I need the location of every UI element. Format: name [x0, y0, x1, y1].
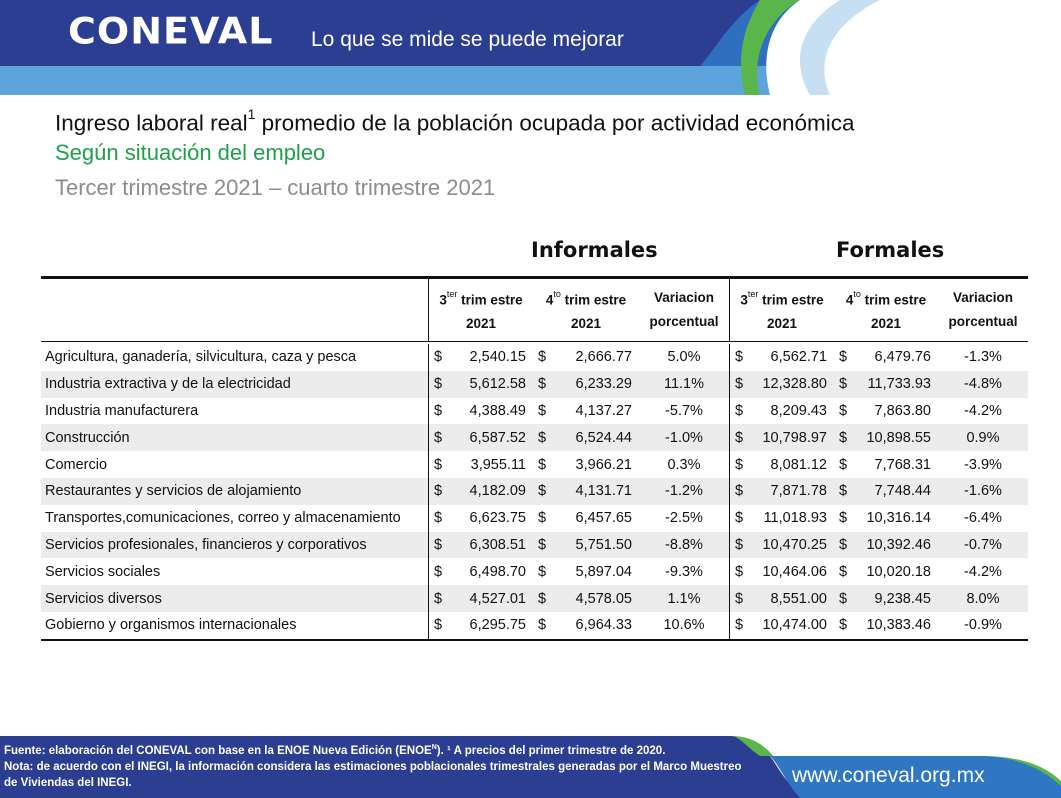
page-subtitle: Según situación del empleo	[55, 140, 326, 165]
value-q4-informal: $ 6,964.33	[538, 617, 632, 634]
activity-name: Transportes,comunicaciones, correo y almacenamiento	[41, 505, 429, 532]
value-q3-informal: $ 3,955.11	[434, 456, 526, 473]
group-label-informales: Informales	[531, 238, 658, 262]
value-q3-formal: $ 12,328.80	[735, 376, 827, 393]
variation-informal: -1.0%	[639, 424, 730, 451]
value-q4-formal: $ 10,898.55	[839, 429, 931, 446]
variation-informal: 0.3%	[639, 451, 730, 478]
value-q3-informal: $ 4,527.01	[434, 590, 526, 607]
value-q4-informal: $ 6,233.29	[538, 376, 632, 393]
value-q4-informal: $ 4,131.71	[538, 483, 632, 500]
value-q3-informal: $ 4,388.49	[434, 402, 526, 419]
value-q4-formal: $ 7,863.80	[839, 402, 931, 419]
value-q3-informal: $ 4,182.09	[434, 483, 526, 500]
tagline: Lo que se mide se puede mejorar	[311, 28, 624, 51]
table-header	[41, 279, 1028, 342]
table-row	[41, 612, 1028, 639]
value-q3-formal: $ 8,081.12	[735, 456, 827, 473]
website-link[interactable]: www.coneval.org.mx	[792, 764, 985, 787]
variation-informal: 11.1%	[639, 371, 730, 398]
value-q3-formal: $ 8,209.43	[735, 402, 827, 419]
activity-name: Gobierno y organismos internacionales	[41, 612, 429, 639]
value-q3-formal: $ 10,470.25	[735, 536, 827, 553]
activity-name: Restaurantes y servicios de alojamiento	[41, 478, 429, 505]
activity-name: Industria manufacturera	[41, 398, 429, 425]
page-title	[55, 106, 855, 137]
value-q3-formal: $ 11,018.93	[735, 510, 827, 527]
value-q3-informal: $ 6,623.75	[434, 510, 526, 527]
value-q3-formal: $ 10,464.06	[735, 563, 827, 580]
variation-informal: -2.5%	[639, 505, 730, 532]
variation-informal: -1.2%	[639, 478, 730, 505]
group-label-formales: Formales	[836, 238, 945, 262]
value-q3-formal: $ 6,562.71	[735, 349, 827, 366]
variation-formal: 0.9%	[966, 429, 1000, 446]
value-q3-formal: $ 10,474.00	[735, 617, 827, 634]
activity-name: Comercio	[41, 451, 429, 478]
activity-name: Servicios diversos	[41, 585, 429, 612]
header-q3-informal: $3^{ter}$ trim estre 2021	[439, 288, 523, 332]
income-table	[41, 276, 1028, 641]
variation-formal: -4.8%	[964, 376, 1002, 393]
value-q4-formal: $ 7,748.44	[839, 483, 931, 500]
header-banner	[0, 0, 1061, 95]
value-q3-informal: $ 6,308.51	[434, 536, 526, 553]
value-q3-informal: $ 5,612.58	[434, 376, 526, 393]
variation-informal: 1.1%	[639, 585, 730, 612]
table-row	[41, 478, 1028, 505]
activity-name: Industria extractiva y de la electricidad	[41, 371, 429, 398]
value-q4-informal: $ 6,524.44	[538, 429, 632, 446]
value-q3-formal: $ 10,798.97	[735, 429, 827, 446]
variation-formal: -3.9%	[964, 456, 1002, 473]
variation-formal: -6.4%	[964, 510, 1002, 527]
table-body	[41, 342, 1028, 639]
variation-formal: -1.3%	[964, 349, 1002, 366]
variation-informal: 5.0%	[639, 344, 730, 371]
value-q4-formal: $ 10,020.18	[839, 563, 931, 580]
value-q3-formal: $ 8,551.00	[735, 590, 827, 607]
value-q4-informal: $ 4,137.27	[538, 402, 632, 419]
header-var-formal: Variacion porcentual	[948, 290, 1018, 329]
value-q3-informal: $ 2,540.15	[434, 349, 526, 366]
value-q4-formal: $ 10,383.46	[839, 617, 931, 634]
variation-informal: -9.3%	[639, 558, 730, 585]
value-q4-informal: $ 3,966.21	[538, 456, 632, 473]
header-q4-informal: $4^{to}$ trim estre 2021	[545, 288, 627, 332]
header-activity	[41, 279, 429, 341]
coneval-logo: CONEVAL	[68, 10, 274, 52]
variation-formal: 8.0%	[966, 590, 1000, 607]
activity-name: Agricultura, ganadería, silvicultura, caza y pesca	[41, 344, 429, 371]
variation-informal: 10.6%	[639, 612, 730, 639]
source-footnote: Fuente: elaboración del CONEVAL con base en la ENOE Nueva Edición $(ENOE^N)$. ¹ A precios del primer trimestre de 2020. Nota: de acuerdo con el INEGI, la información considera las estimaciones poblacionales trimestrales generadas por el Marco Muestreo de Viviendas del INEGI.	[4, 744, 742, 789]
table-row	[41, 451, 1028, 478]
header-q4-formal: $4^{to}$ trim estre 2021	[845, 288, 927, 332]
variation-formal: -4.2%	[964, 402, 1002, 419]
header-var-informal: Variacion porcentual	[639, 279, 730, 341]
table-row	[41, 398, 1028, 425]
variation-formal: -0.9%	[964, 617, 1002, 634]
value-q4-formal: $ 10,316.14	[839, 510, 931, 527]
table-row	[41, 558, 1028, 585]
variation-informal: -8.8%	[639, 532, 730, 559]
value-q4-informal: $ 4,578.05	[538, 590, 632, 607]
footer-banner	[0, 736, 1061, 798]
variation-informal: -5.7%	[639, 398, 730, 425]
variation-formal: -0.7%	[964, 536, 1002, 553]
activity-name: Servicios profesionales, financieros y corporativos	[41, 532, 429, 559]
value-q3-informal: $ 6,498.70	[434, 563, 526, 580]
value-q4-formal: $ 7,768.31	[839, 456, 931, 473]
value-q4-formal: $ 9,238.45	[839, 590, 931, 607]
title-text-rest: promedio de la población ocupada por actividad económica	[255, 110, 855, 136]
table-row	[41, 585, 1028, 612]
table-row	[41, 371, 1028, 398]
title-footnote-marker: 1	[247, 106, 256, 122]
activity-name: Construcción	[41, 424, 429, 451]
title-text: Ingreso laboral real	[55, 110, 248, 136]
variation-formal: -1.6%	[964, 483, 1002, 500]
value-q3-formal: $ 7,871.78	[735, 483, 827, 500]
value-q3-informal: $ 6,587.52	[434, 429, 526, 446]
value-q4-formal: $ 11,733.93	[839, 376, 931, 393]
header-q3-formal: $3^{ter}$ trim estre 2021	[740, 288, 824, 332]
value-q4-formal: $ 6,479.76	[839, 349, 931, 366]
value-q4-informal: $ 5,897.04	[538, 563, 632, 580]
variation-formal: -4.2%	[964, 563, 1002, 580]
table-row	[41, 344, 1028, 371]
value-q4-informal: $ 2,666.77	[538, 349, 632, 366]
table-row	[41, 532, 1028, 559]
period-label: Tercer trimestre 2021 – cuarto trimestre 2021	[55, 175, 496, 200]
value-q4-informal: $ 5,751.50	[538, 536, 632, 553]
value-q4-informal: $ 6,457.65	[538, 510, 632, 527]
value-q4-formal: $ 10,392.46	[839, 536, 931, 553]
table-row	[41, 424, 1028, 451]
activity-name: Servicios sociales	[41, 558, 429, 585]
table-row	[41, 505, 1028, 532]
value-q3-informal: $ 6,295.75	[434, 617, 526, 634]
